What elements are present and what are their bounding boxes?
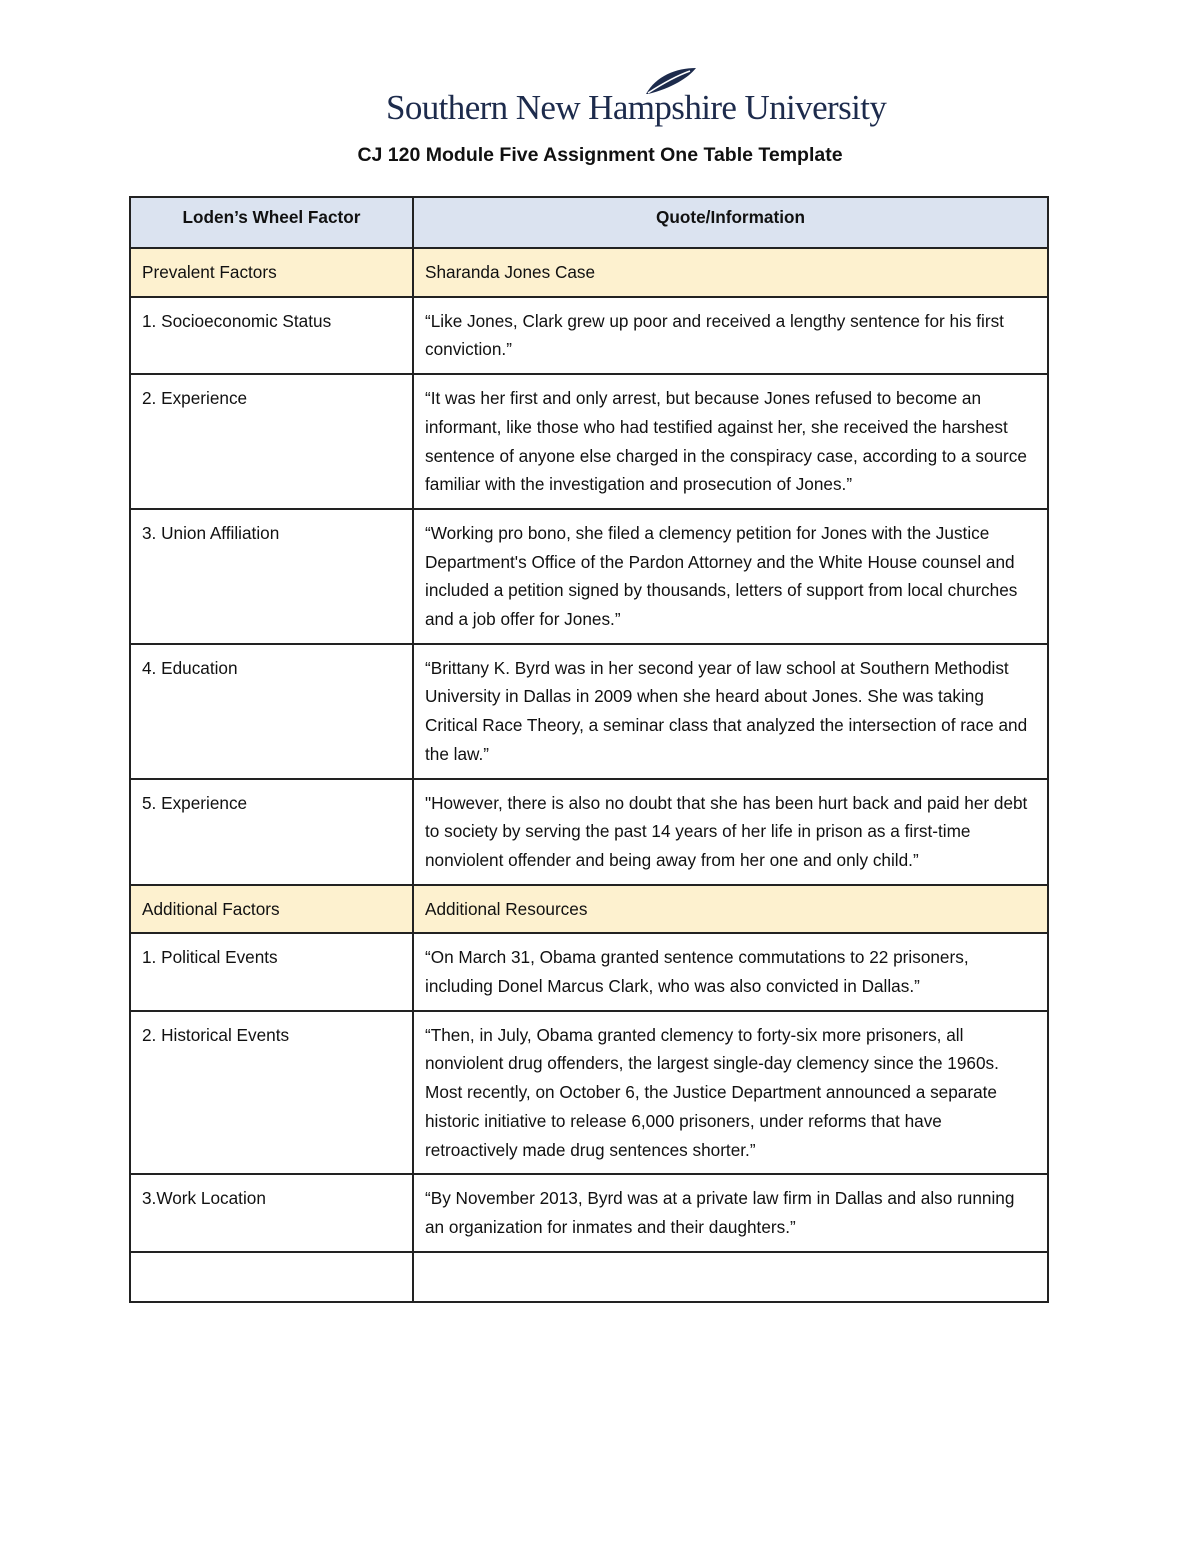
table-row	[130, 644, 1048, 779]
factor-cell: 1. Socioeconomic Status	[130, 297, 413, 374]
table-row	[130, 509, 1048, 644]
column-header-factor: Loden’s Wheel Factor	[130, 197, 413, 248]
empty-quote-cell	[413, 1252, 1048, 1302]
section-value: Sharanda Jones Case	[413, 248, 1048, 297]
table-row	[130, 374, 1048, 509]
column-header-quote: Quote/Information	[413, 197, 1048, 248]
table-header-row	[130, 197, 1048, 248]
factor-cell: 1. Political Events	[130, 933, 413, 1010]
factor-cell: 3. Union Affiliation	[130, 509, 413, 644]
quote-cell: “Working pro bono, she filed a clemency petition for Jones with the Justice Department's Office of the Pardon Attorney and the White House counsel and included a petition signed by thousands, letters of support from local churches and a job offer for Jones.”	[413, 509, 1048, 644]
section-label: Prevalent Factors	[130, 248, 413, 297]
empty-row	[130, 1252, 1048, 1302]
factor-cell: 3.Work Location	[130, 1174, 413, 1251]
quote-cell: “By November 2013, Byrd was at a private law firm in Dallas and also running an organization for inmates and their daughters.”	[413, 1174, 1048, 1251]
section-row-prevalent	[130, 248, 1048, 297]
quote-cell: "However, there is also no doubt that she has been hurt back and paid her debt to society by serving the past 14 years of her life in prison as a first-time nonviolent offender and being away from her one and only child.”	[413, 779, 1048, 885]
table-row	[130, 297, 1048, 374]
factors-table	[129, 196, 1049, 1303]
table-row	[130, 1011, 1048, 1175]
quote-cell: “It was her first and only arrest, but because Jones refused to become an informant, like those who had testified against her, she received the harshest sentence of anyone else charged in the conspiracy case, according to a source familiar with the investigation and prosecution of Jones.”	[413, 374, 1048, 509]
quote-cell: “Like Jones, Clark grew up poor and received a lengthy sentence for his first conviction.”	[413, 297, 1048, 374]
factor-cell: 2. Historical Events	[130, 1011, 413, 1175]
section-label: Additional Factors	[130, 885, 413, 934]
section-value: Additional Resources	[413, 885, 1048, 934]
university-logo	[386, 66, 887, 138]
quote-cell: “Then, in July, Obama granted clemency to forty-six more prisoners, all nonviolent drug offenders, the largest single-day clemency since the 1960s. Most recently, on October 6, the Justice Department announced a separate historic initiative to release 6,000 prisoners, under reforms that have retroactively made drug sentences shorter.”	[413, 1011, 1048, 1175]
table-row	[130, 1174, 1048, 1251]
table-row	[130, 933, 1048, 1010]
document-title: CJ 120 Module Five Assignment One Table Template	[357, 144, 843, 166]
section-row-additional	[130, 885, 1048, 934]
table-row	[130, 779, 1048, 885]
quote-cell: “On March 31, Obama granted sentence commutations to 22 prisoners, including Donel Marcus Clark, who was also convicted in Dallas.”	[413, 933, 1048, 1010]
factor-cell: 4. Education	[130, 644, 413, 779]
university-name: Southern New Hampshire University	[386, 88, 887, 127]
factor-cell: 2. Experience	[130, 374, 413, 509]
quote-cell: “Brittany K. Byrd was in her second year of law school at Southern Methodist University in Dallas in 2009 when she heard about Jones. She was taking Critical Race Theory, a seminar class that analyzed the intersection of race and the law.”	[413, 644, 1048, 779]
factor-cell: 5. Experience	[130, 779, 413, 885]
empty-factor-cell	[130, 1252, 413, 1302]
